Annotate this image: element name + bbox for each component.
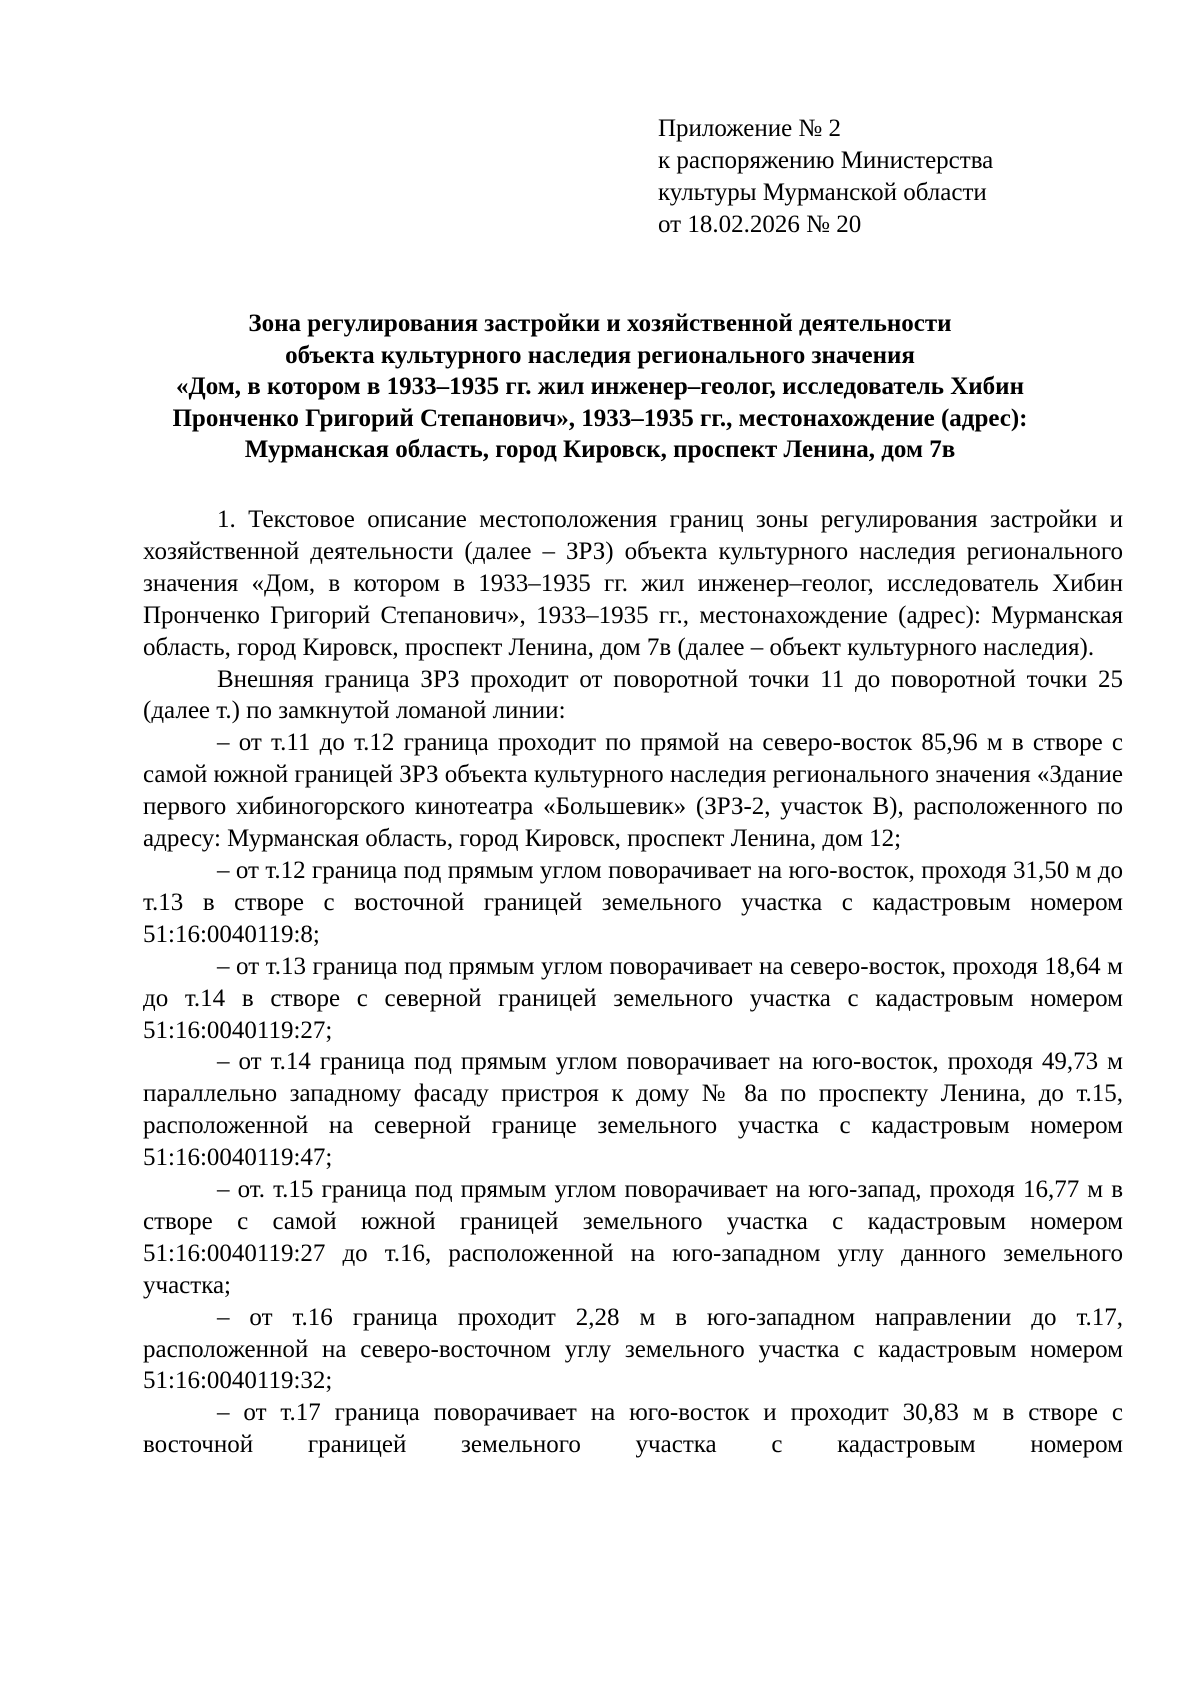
- paragraph-segment-13-14: – от т.13 граница под прямым углом поворачивает на северо-восток, проходя 18,64 м до т.14 в створе с северной границей земельного участка с кадастровым номером 51:16:0040119:27;: [143, 952, 1123, 1044]
- appendix-line: Приложение № 2: [658, 115, 842, 142]
- title-line: «Дом, в котором в 1933–1935 гг. жил инженер–геолог, исследователь Хибин: [176, 373, 1024, 400]
- title-line: Мурманская область, город Кировск, проспект Ленина, дом 7в: [244, 436, 956, 463]
- paragraph-segment-16-17: – от т.16 граница проходит 2,28 м в юго-западном направлении до т.17, расположенной на северо-восточном углу земельного участка с кадастровым номером 51:16:0040119:32;: [143, 1303, 1123, 1395]
- appendix-line: к распоряжению Министерства: [658, 147, 994, 174]
- paragraph-segment-11-12: – от т.11 до т.12 граница проходит по прямой на северо-восток 85,96 м в створе с самой южной границей ЗРЗ объекта культурного наследия регионального значения «Здание первого хибиногорского кинотеатра «Большевик» (ЗРЗ-2, участок В), расположенного по адресу: Мурманская область, город Кировск, проспект Ленина, дом 12;: [143, 729, 1123, 853]
- title-line: объекта культурного наследия регионального значения: [285, 341, 915, 369]
- appendix-line: от 18.02.2026 № 20: [658, 211, 862, 238]
- title-line: Пронченко Григорий Степанович», 1933–1935 гг., местонахождение (адрес):: [172, 404, 1028, 432]
- paragraph-segment-12-13: – от т.12 граница под прямым углом поворачивает на юго-восток, проходя 31,50 м до т.13 в створе с восточной границей земельного участка с кадастровым номером 51:16:0040119:8;: [143, 856, 1123, 948]
- paragraph-segment-14-15: – от т.14 граница под прямым углом поворачивает на юго-восток, проходя 49,73 м параллельно западному фасаду пристроя к дому № 8а по проспекту Ленина, до т.15, расположенной на северной границе земельного участка с кадастровым номером 51:16:0040119:47;: [143, 1048, 1123, 1172]
- appendix-line: культуры Мурманской области: [658, 179, 987, 206]
- document-title: [100, 308, 1100, 466]
- paragraph-segment-15-16: – от. т.15 граница под прямым углом поворачивает на юго-запад, проходя 16,77 м в створе с самой южной границей земельного участка с кадастровым номером 51:16:0040119:27 до т.16, расположенной на юго-западном углу данного земельного участка;: [143, 1176, 1123, 1299]
- document-body: [143, 504, 1123, 1461]
- title-line: Зона регулирования застройки и хозяйственной деятельности: [248, 310, 952, 337]
- paragraph-intro: 1. Текстовое описание местоположения границ зоны регулирования застройки и хозяйственной деятельности (далее – ЗРЗ) объекта культурного наследия регионального значения «Дом, в котором в 1933–1935 гг. жил инженер–геолог, исследователь Хибин Пронченко Григорий Степанович», 1933–1935 гг., местонахождение (адрес): Мурманская область, город Кировск, проспект Ленина, дом 7в (далее – объект культурного наследия).: [143, 506, 1123, 661]
- appendix-header: [658, 113, 993, 241]
- paragraph-outer-boundary: Внешняя граница ЗРЗ проходит от поворотной точки 11 до поворотной точки 25 (далее т.) по замкнутой ломаной линии:: [143, 665, 1123, 725]
- paragraph-segment-17: – от т.17 граница поворачивает на юго-восток и проходит 30,83 м в створе с восточной границей земельного участка с кадастровым номером: [143, 1399, 1123, 1459]
